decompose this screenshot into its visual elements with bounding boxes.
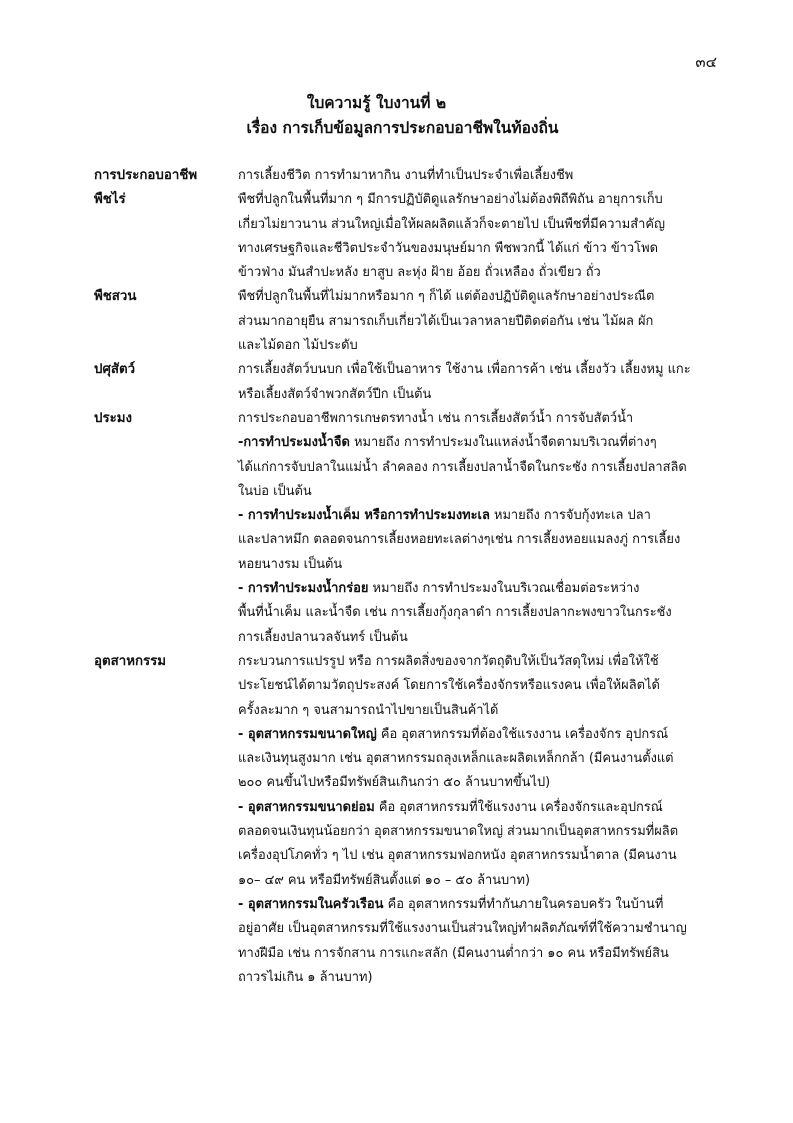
bold-heading: - อุตสาหกรรมในครัวเรือน bbox=[238, 896, 384, 912]
definition-line bbox=[238, 771, 714, 795]
glossary-list bbox=[94, 164, 714, 990]
line-text: คือ อุตสาหกรรมที่ต้องใช้แรงงาน เครื่องจักร อุปกรณ์ bbox=[376, 726, 669, 742]
page-subtitle: เรื่อง การเก็บข้อมูลการประกอบอาชีพในท้องถิ่น bbox=[246, 119, 559, 137]
line-text: พื้นที่น้ำเค็ม และน้ำจืด เช่น การเลี้ยงกุ้งกุลาดำ การเลี้ยงปลากะพงขาวในกระชัง bbox=[238, 605, 672, 621]
line-text: หมายถึง การทำประมงในแหล่งน้ำจืดตามบริเวณที่ต่างๆ bbox=[349, 435, 657, 451]
definition-line bbox=[238, 820, 714, 844]
glossary-definition bbox=[238, 650, 714, 990]
glossary-definition bbox=[238, 358, 714, 407]
line-text: ส่วนมากอายุยืน สามารถเก็บเกี่ยวได้เป็นเวลาหลายปีติดต่อกัน เช่น ไม้ผล ผัก bbox=[238, 313, 654, 329]
definition-line bbox=[238, 164, 714, 188]
definition-line bbox=[238, 893, 714, 917]
line-text: และปลาหมึก ตลอดจนการเลี้ยงหอยทะเลต่างๆเช่น การเลี้ยงหอยแมลงภู่ การเลี้ยง bbox=[238, 532, 681, 548]
glossary-entry bbox=[94, 285, 714, 358]
glossary-term: พืชไร่ bbox=[94, 192, 126, 208]
glossary-term: พืชสวน bbox=[94, 289, 137, 305]
glossary-definition bbox=[238, 285, 714, 358]
definition-line bbox=[238, 407, 714, 431]
line-text: ทางฝีมือ เช่น การจักสาน การแกะสลัก (มีคนงานต่ำกว่า ๑๐ คน หรือมีทรัพย์สิน bbox=[238, 945, 669, 961]
glossary-definition bbox=[238, 407, 714, 650]
line-text: การประกอบอาชีพการเกษตรทางน้ำ เช่น การเลี้ยงสัตว์น้ำ การจับสัตว์น้ำ bbox=[238, 410, 634, 426]
page-number: ๓๔ bbox=[695, 53, 717, 71]
definition-line bbox=[238, 699, 714, 723]
definition-line bbox=[238, 188, 714, 212]
line-text: เครื่องอุปโภคทั่ว ๆ ไป เช่น อุตสาหกรรมฟอกหนัง อุตสาหกรรมน้ำตาล (มีคนงาน bbox=[238, 848, 677, 864]
line-text: การเลี้ยงชีวิต การทำมาหากิน งานที่ทำเป็นประจำเพื่อเลี้ยงชีพ bbox=[238, 168, 574, 183]
definition-line bbox=[238, 553, 714, 577]
definition-line bbox=[238, 942, 714, 966]
definition-line bbox=[238, 237, 714, 261]
bold-heading: - การทำประมงน้ำเค็ม หรือการทำประมงทะเล bbox=[238, 508, 490, 524]
definition-line bbox=[238, 310, 714, 334]
definition-line bbox=[238, 285, 714, 309]
bold-heading: - อุตสาหกรรมขนาดใหญ่ bbox=[238, 726, 377, 742]
definition-line bbox=[238, 504, 714, 528]
definition-line bbox=[238, 480, 714, 504]
definition-line bbox=[238, 844, 714, 868]
page-title: ใบความรู้ ใบงานที่ ๒ bbox=[306, 94, 447, 112]
glossary-entry bbox=[94, 358, 714, 407]
bold-heading: - การทำประมงน้ำกร่อย bbox=[238, 581, 369, 597]
glossary-term: ประมง bbox=[94, 410, 132, 426]
bold-heading: - อุตสาหกรรมขนาดย่อม bbox=[238, 799, 375, 815]
line-text: ครั้งละมาก ๆ จนสามารถนำไปขายเป็นสินค้าได้ bbox=[238, 702, 499, 718]
definition-line bbox=[238, 869, 714, 893]
line-text: หอยนางรม เป็นต้น bbox=[238, 556, 343, 572]
glossary-term: การประกอบอาชีพ bbox=[94, 168, 198, 183]
definition-line bbox=[238, 528, 714, 552]
definition-line bbox=[238, 213, 714, 237]
line-text: และเงินทุนสูงมาก เช่น อุตสาหกรรมถลุงเหล็กและผลิตเหล็กกล้า (มีคนงานตั้งแต่ bbox=[238, 751, 674, 767]
line-text: คือ อุตสาหกรรมที่ใช้แรงงาน เครื่องจักรและอุปกรณ์ bbox=[374, 799, 663, 815]
definition-line bbox=[238, 431, 714, 455]
line-text: ประโยชน์ได้ตามวัตถุประสงค์ โดยการใช้เครื่องจักรหรือแรงคน เพื่อให้ผลิตได้ bbox=[238, 678, 660, 694]
line-text: หมายถึง การทำประมงในบริเวณเชื่อมต่อระหว่าง bbox=[368, 581, 640, 597]
definition-line bbox=[238, 747, 714, 771]
glossary-term: ปศุสัตว์ bbox=[94, 362, 136, 378]
definition-line bbox=[238, 577, 714, 601]
glossary-entry bbox=[94, 407, 714, 650]
bold-heading: -การทำประมงน้ำจืด bbox=[238, 435, 350, 451]
line-text: ตลอดจนเงินทุนน้อยกว่า อุตสาหกรรมขนาดใหญ่ ส่วนมากเป็นอุตสาหกรรมที่ผลิต bbox=[238, 824, 679, 840]
definition-line bbox=[238, 626, 714, 650]
definition-line bbox=[238, 650, 714, 674]
definition-line bbox=[238, 358, 714, 382]
definition-line bbox=[238, 723, 714, 747]
glossary-entry bbox=[94, 188, 714, 285]
definition-line bbox=[238, 383, 714, 407]
line-text: และไม้ดอก ไม้ประดับ bbox=[238, 338, 358, 354]
line-text: หมายถึง การจับกุ้งทะเล ปลา bbox=[489, 508, 651, 524]
glossary-term: อุตสาหกรรม bbox=[94, 653, 167, 669]
glossary-definition bbox=[238, 188, 714, 285]
definition-line bbox=[238, 796, 714, 820]
line-text: หรือเลี้ยงสัตว์จำพวกสัตว์ปีก เป็นต้น bbox=[238, 386, 432, 402]
line-text: ๒๐๐ คนขึ้นไปหรือมีทรัพย์สินเกินกว่า ๕๐ ล้านบาทขึ้นไป) bbox=[238, 775, 551, 791]
definition-line bbox=[238, 601, 714, 625]
line-text: ข้าวฟ่าง มันสำปะหลัง ยาสูบ ละหุ่ง ฝ้าย อ้อย ถั่วเหลือง ถั่วเขียว ถั่ว bbox=[238, 265, 601, 281]
line-text: เกี่ยวไม่ยาวนาน ส่วนใหญ่เมื่อให้ผลผลิตแล้วก็จะตายไป เป็นพืชที่มีความสำคัญ bbox=[238, 216, 665, 232]
line-text: พืชที่ปลูกในพื้นที่มาก ๆ มีการปฏิบัติดูแลรักษาอย่างไม่ต้องพิถีพิถัน อายุการเก็บ bbox=[238, 192, 663, 208]
line-text: กระบวนการแปรรูป หรือ การผลิตสิ่งของจากวัตถุดิบให้เป็นวัสดุใหม่ เพื่อให้ใช้ bbox=[238, 653, 659, 669]
line-text: อยู่อาศัย เป็นอุตสาหกรรมที่ใช้แรงงานเป็นส่วนใหญ่ทำผลิตภัณฑ์ที่ใช้ความชำนาญ bbox=[238, 921, 687, 937]
line-text: พืชที่ปลูกในพื้นที่ไม่มากหรือมาก ๆ ก็ได้ แต่ต้องปฏิบัติดูแลรักษาอย่างประณีต bbox=[238, 289, 655, 305]
line-text: ได้แก่การจับปลาในแม่น้ำ ลำคลอง การเลี้ยงปลาน้ำจืดในกระชัง การเลี้ยงปลาสลิด bbox=[238, 459, 687, 475]
definition-line bbox=[238, 674, 714, 698]
line-text: การเลี้ยงปลานวลจันทร์ เป็นต้น bbox=[238, 629, 408, 645]
definition-line bbox=[238, 917, 714, 941]
definition-line bbox=[238, 334, 714, 358]
glossary-entry bbox=[94, 164, 714, 188]
glossary-definition bbox=[238, 164, 714, 188]
line-text: การเลี้ยงสัตว์บนบก เพื่อใช้เป็นอาหาร ใช้งาน เพื่อการค้า เช่น เลี้ยงวัว เลี้ยงหมู แกะ bbox=[238, 362, 691, 378]
line-text: ในบ่อ เป็นต้น bbox=[238, 483, 312, 499]
line-text: ถาวรไม่เกิน ๑ ล้านบาท) bbox=[238, 969, 373, 985]
definition-line bbox=[238, 456, 714, 480]
title-block bbox=[0, 91, 793, 141]
line-text: ๑๐– ๔๙ คน หรือมีทรัพย์สินตั้งแต่ ๑๐ – ๕๐ ล้านบาท) bbox=[238, 872, 530, 888]
line-text: คือ อุตสาหกรรมที่ทำกันภายในครอบครัว ในบ้านที่ bbox=[383, 896, 664, 912]
definition-line bbox=[238, 261, 714, 285]
glossary-entry bbox=[94, 650, 714, 990]
line-text: ทางเศรษฐกิจและชีวิตประจำวันของมนุษย์มาก พืชพวกนี้ ได้แก่ ข้าว ข้าวโพด bbox=[238, 240, 658, 256]
definition-line bbox=[238, 966, 714, 990]
